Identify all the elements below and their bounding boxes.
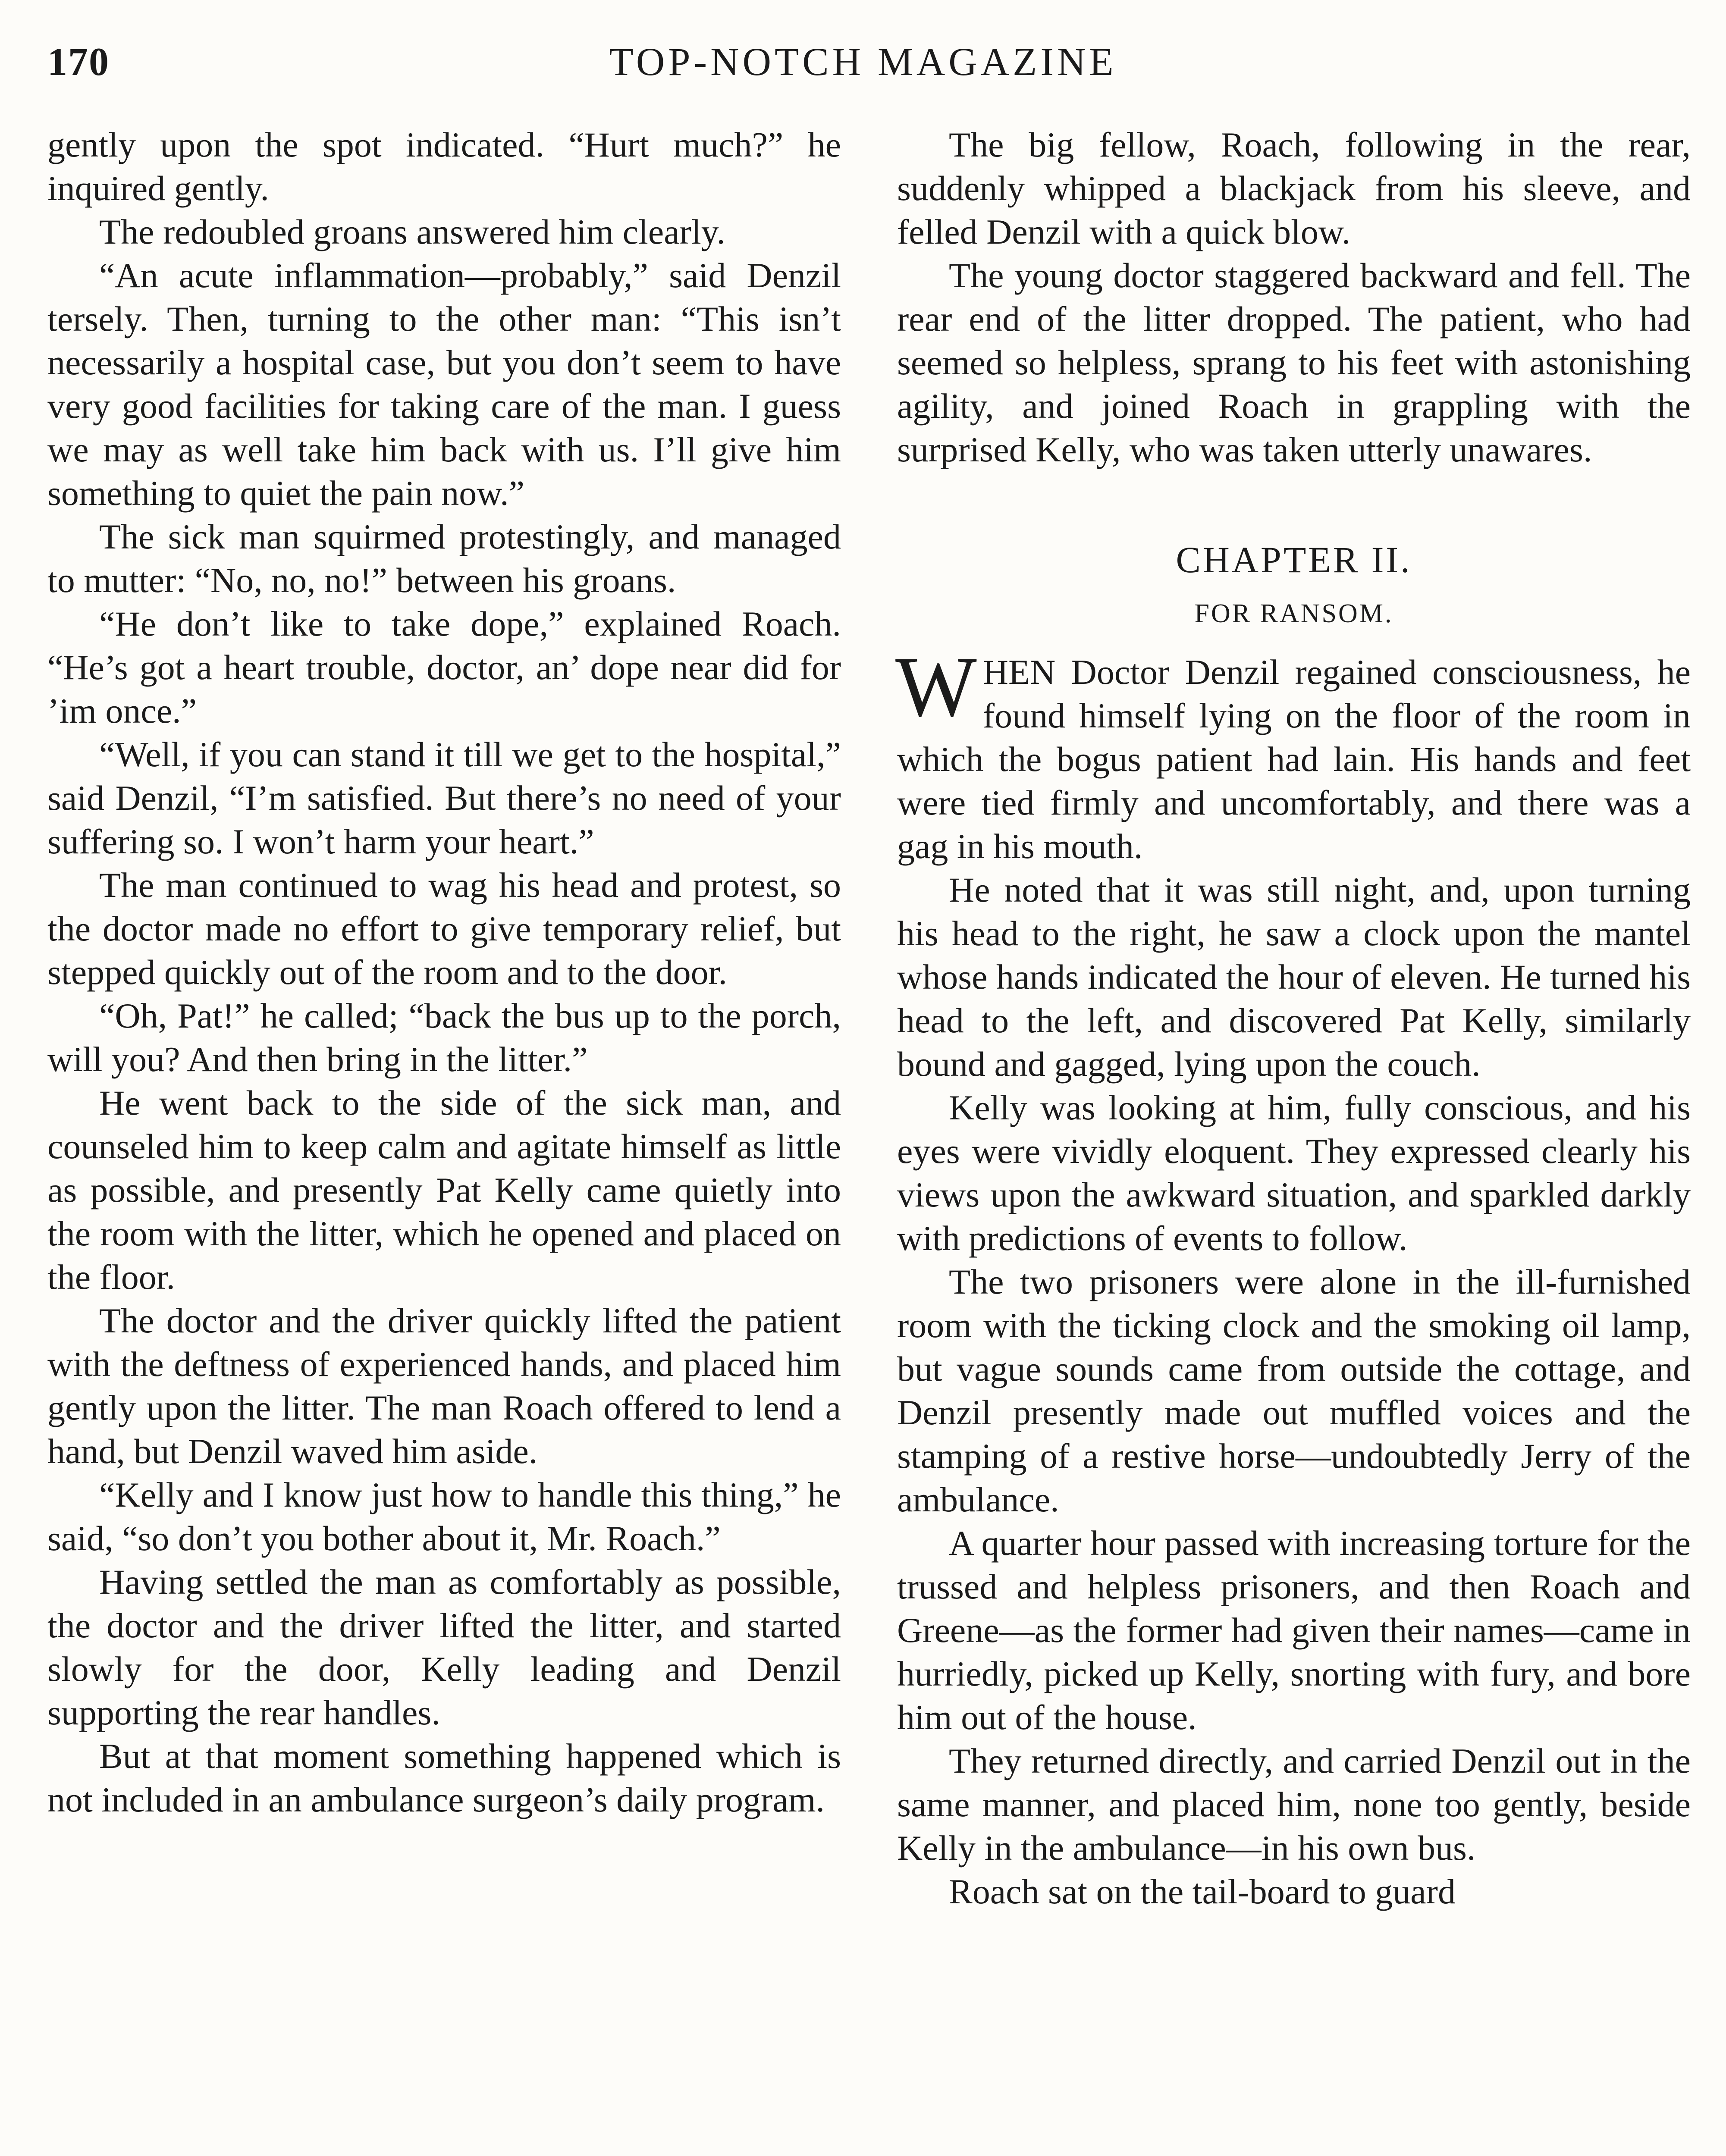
paragraph: The doctor and the driver quickly lifted the patient with the deftness of experienced hands, and placed him gently upon the litter. The man Roach offered to lend a hand, but Denzil waved him aside.: [47, 1301, 841, 1471]
paragraph: “Kelly and I know just how to handle this thing,” he said, “so don’t you bother about it, Mr. Roach.”: [47, 1475, 841, 1558]
paragraph: The man continued to wag his head and protest, so the doctor made no effort to give temporary relief, but stepped quickly out of the room and to the door.: [47, 865, 841, 992]
paragraph: Having settled the man as comfortably as possible, the doctor and the driver lifted the litter, and started slowly for the door, Kelly leading and Denzil supporting the rear handles.: [47, 1562, 841, 1732]
chapter-subheading: FOR RANSOM.: [1194, 599, 1393, 628]
paragraph: The redoubled groans answered him clearly.: [99, 212, 725, 251]
paragraph: But at that moment something happened which is not included in an ambulance surgeon’s daily program.: [47, 1736, 841, 1819]
running-head: [47, 39, 1679, 91]
opening-paragraph-text: HEN Doctor Denzil regained consciousness, he found himself lying on the floor of the room in which the bogus patient had lain. His hands and feet were tied firmly and uncomfortably, and there was a gag in his mouth.: [897, 652, 1691, 866]
paragraph: He went back to the side of the sick man, and counseled him to keep calm and agitate himself as little as possible, and presently Pat Kelly came quietly into the room with the litter, which he opened and placed on the floor.: [47, 1083, 841, 1297]
left-column: [47, 123, 841, 1821]
chapter-heading: CHAPTER II.: [1176, 539, 1412, 580]
paragraph: The big fellow, Roach, following in the rear, suddenly whipped a blackjack from his sleeve, and felled Denzil with a quick blow.: [897, 125, 1691, 251]
paragraph: gently upon the spot indicated. “Hurt much?” he inquired gently.: [47, 125, 841, 208]
paragraph: The sick man squirmed protestingly, and managed to mutter: “No, no, no!” between his groans.: [47, 517, 841, 600]
paragraph: He noted that it was still night, and, upon turning his head to the right, he saw a clock upon the mantel whose hands indicated the hour of eleven. He turned his head to the left, and discovered Pat Kelly, similarly bound and gagged, lying upon the couch.: [897, 870, 1691, 1084]
paragraph: Roach sat on the tail-board to guard: [949, 1872, 1456, 1911]
drop-cap: W: [895, 639, 977, 735]
opening-paragraph: [895, 639, 1691, 868]
paragraph: Kelly was looking at him, fully conscious, and his eyes were vividly eloquent. They expressed clearly his views upon the awkward situation, and sparkled darkly with predictions of events to follow.: [897, 1088, 1691, 1258]
paragraph: “He don’t like to take dope,” explained Roach. “He’s got a heart trouble, doctor, an’ dope near did for ’im once.”: [47, 604, 841, 730]
paragraph: The young doctor staggered backward and fell. The rear end of the litter dropped. The patient, who had seemed so helpless, sprang to his feet with astonishing agility, and joined Roach in grappling with the surprised Kelly, who was taken utterly unawares.: [897, 256, 1691, 469]
magazine-title: TOP-NOTCH MAGAZINE: [609, 40, 1117, 84]
paragraph: “An acute inflammation—probably,” said Denzil tersely. Then, turning to the other man: “This isn’t necessarily a hospital case, but you don’t seem to have very good facilities for taking care of the man. I guess we may as well take him back with us. I’ll give him something to quiet the pain now.”: [47, 256, 841, 513]
paragraph: “Well, if you can stand it till we get to the hospital,” said Denzil, “I’m satisfied. But there’s no need of your suffering so. I won’t harm your heart.”: [47, 735, 841, 861]
page-number: 170: [47, 40, 110, 84]
paragraph: The two prisoners were alone in the ill-furnished room with the ticking clock and the smoking oil lamp, but vague sounds came from outside the cottage, and Denzil presently made out muffled voices and the stamping of a restive horse—undoubtedly Jerry of the ambulance.: [897, 1262, 1691, 1519]
paragraph: They returned directly, and carried Denzil out in the same manner, and placed him, none too gently, beside Kelly in the ambulance—in his own bus.: [897, 1741, 1691, 1868]
paragraph: A quarter hour passed with increasing torture for the trussed and helpless prisoners, and then Roach and Greene—as the former had given their names—came in hurriedly, picked up Kelly, snorting with fury, and bore him out of the house.: [897, 1523, 1691, 1737]
paragraph: “Oh, Pat!” he called; “back the bus up to the porch, will you? And then bring in the litter.”: [47, 996, 841, 1079]
right-column: [897, 123, 1691, 1913]
